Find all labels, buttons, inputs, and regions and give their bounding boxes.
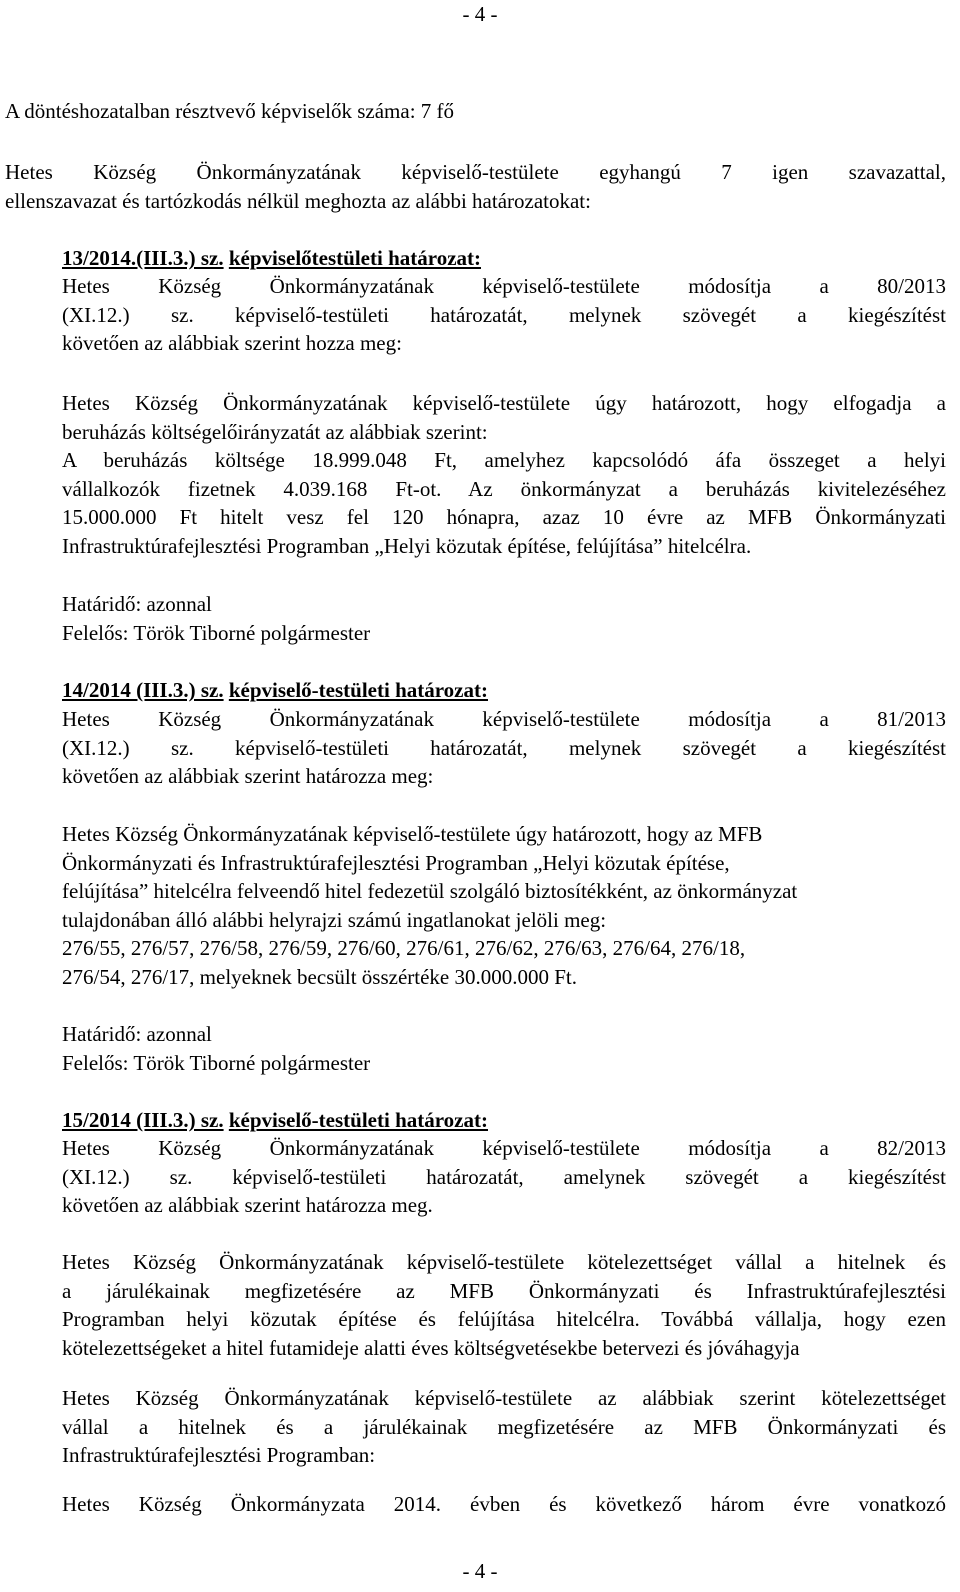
resolution-15-p1-line-3: Programban helyi közutak építése és felújítása hitelcélra. Továbbá vállalja, hogy ezen	[62, 1307, 946, 1331]
attendance-line	[5, 97, 946, 126]
resolution-13-modification	[62, 272, 946, 358]
resolution-15-p1-line-2: a járulékainak megfizetésére az MFB Önkormányzati és Infrastruktúrafejlesztési	[62, 1278, 946, 1303]
resolution-13-title: képviselőtestületi határozat:	[228, 246, 481, 270]
resolution-13-body-line-2: beruházás költségelőirányzatát az alábbiak szerint:	[62, 419, 488, 444]
resolution-14-modification	[62, 705, 946, 791]
resolution-13-body-line-6: Infrastruktúrafejlesztési Programban „Helyi közutak építése, felújítása” hitelcélra.	[62, 533, 752, 558]
resolution-13-body-line-1: Hetes Község Önkormányzatának képviselő-testülete úgy határozott, hogy elfogadja a	[62, 391, 946, 415]
resolution-15-p1-line-1: Hetes Község Önkormányzatának képviselő-testülete kötelezettséget vállal a hitelnek és	[62, 1250, 946, 1274]
resolution-13-responsible: Felelős: Török Tiborné polgármester	[62, 620, 371, 645]
resolution-14-body-line-4: tulajdonában álló alábbi helyrajzi számú ingatlanokat jelöli meg:	[62, 907, 607, 932]
vote-line-2: ellenszavazat és tartózkodás nélkül meghozta az alábbi határozatokat:	[5, 188, 591, 213]
vote-line-1: Hetes Község Önkormányzatának képviselő-testülete egyhangú 7 igen szavazattal,	[5, 160, 946, 184]
resolution-13-body-line-3: A beruházás költsége 18.999.048 Ft, amelyhez kapcsolódó áfa összeget a helyi	[62, 448, 946, 472]
resolution-13-number: 13/2014.(III.3.) sz.	[62, 246, 224, 270]
resolution-15-p3-line-1: Hetes Község Önkormányzata 2014. évben és következő három évre vonatkozó	[62, 1492, 946, 1516]
resolution-15-p2-line-2: vállal a hitelnek és a járulékainak megfizetésére az MFB Önkormányzati és	[62, 1414, 946, 1439]
resolution-15-heading	[62, 1106, 946, 1135]
resolution-13-body	[62, 389, 946, 560]
resolution-15-paragraph-1	[62, 1248, 946, 1362]
resolution-13-deadline-block	[62, 590, 946, 647]
resolution-15-title: képviselő-testületi határozat:	[228, 1108, 488, 1132]
resolution-14-mod-line-1: Hetes Község Önkormányzatának képviselő-testülete módosítja a 81/2013	[62, 707, 946, 731]
resolution-15-mod-line-1: Hetes Község Önkormányzatának képviselő-testülete módosítja a 82/2013	[62, 1136, 946, 1160]
resolution-13-mod-line-2: (XI.12.) sz. képviselő-testületi határozatát, melynek szövegét a kiegészítést	[62, 302, 946, 327]
page-footer-number: - 4 -	[462, 1559, 498, 1583]
resolution-13-body-line-4: vállalkozók fizetnek 4.039.168 Ft-ot. Az önkormányzat a beruházás kivitelezéséhez	[62, 476, 946, 501]
vote-paragraph	[5, 158, 946, 215]
resolution-14-heading	[62, 676, 946, 705]
resolution-15-number: 15/2014 (III.3.) sz.	[62, 1108, 224, 1132]
resolution-13-deadline: Határidő: azonnal	[62, 592, 212, 616]
resolution-14-mod-line-2: (XI.12.) sz. képviselő-testületi határozatát, melynek szövegét a kiegészítést	[62, 735, 946, 760]
resolution-15-paragraph-3	[62, 1490, 946, 1519]
resolution-15-paragraph-2	[62, 1384, 946, 1470]
attendance-text: A döntéshozatalban résztvevő képviselők száma: 7 fő	[5, 99, 455, 123]
resolution-15-p1-line-4: kötelezettségeket a hitel futamideje alatti éves költségvetésekbe betervezi és jóváhagyja	[62, 1335, 800, 1360]
resolution-15-p2-line-1: Hetes Község Önkormányzatának képviselő-testülete az alábbiak szerint kötelezettséget	[62, 1386, 946, 1410]
resolution-14-mod-line-3: követően az alábbiak szerint határozza meg:	[62, 764, 434, 788]
resolution-14-body-line-1: Hetes Község Önkormányzatának képviselő-testülete úgy határozott, hogy az MFB	[62, 822, 763, 846]
page-header-number: - 4 -	[462, 2, 498, 26]
resolution-15-modification	[62, 1134, 946, 1220]
resolution-13-mod-line-1: Hetes Község Önkormányzatának képviselő-testülete módosítja a 80/2013	[62, 274, 946, 298]
resolution-15-mod-line-3: követően az alábbiak szerint határozza meg.	[62, 1193, 433, 1217]
resolution-15-p2-line-3: Infrastruktúrafejlesztési Programban:	[62, 1443, 376, 1467]
resolution-14-body	[62, 820, 946, 991]
resolution-14-responsible: Felelős: Török Tiborné polgármester	[62, 1050, 371, 1075]
resolution-14-deadline-block	[62, 1020, 946, 1077]
resolution-13-heading	[62, 244, 946, 273]
resolution-14-deadline: Határidő: azonnal	[62, 1022, 212, 1046]
resolution-14-number: 14/2014 (III.3.) sz.	[62, 678, 224, 702]
resolution-13-body-line-5: 15.000.000 Ft hitelt vesz fel 120 hónapra, azaz 10 évre az MFB Önkormányzati	[62, 505, 946, 529]
resolution-14-body-line-5: 276/55, 276/57, 276/58, 276/59, 276/60, 276/61, 276/62, 276/63, 276/64, 276/18,	[62, 936, 746, 960]
resolution-14-body-line-3: felújítása” hitelcélra felveendő hitel fedezetül szolgáló biztosítékként, az önkormányzat	[62, 879, 798, 903]
resolution-14-body-line-2: Önkormányzati és Infrastruktúrafejlesztési Programban „Helyi közutak építése,	[62, 850, 730, 875]
resolution-14-title: képviselő-testületi határozat:	[228, 678, 488, 702]
resolution-15-mod-line-2: (XI.12.) sz. képviselő-testületi határozatát, amelynek szövegét a kiegészítést	[62, 1164, 946, 1189]
resolution-14-body-line-6: 276/54, 276/17, melyeknek becsült összértéke 30.000.000 Ft.	[62, 964, 578, 989]
resolution-13-mod-line-3: követően az alábbiak szerint hozza meg:	[62, 331, 402, 355]
